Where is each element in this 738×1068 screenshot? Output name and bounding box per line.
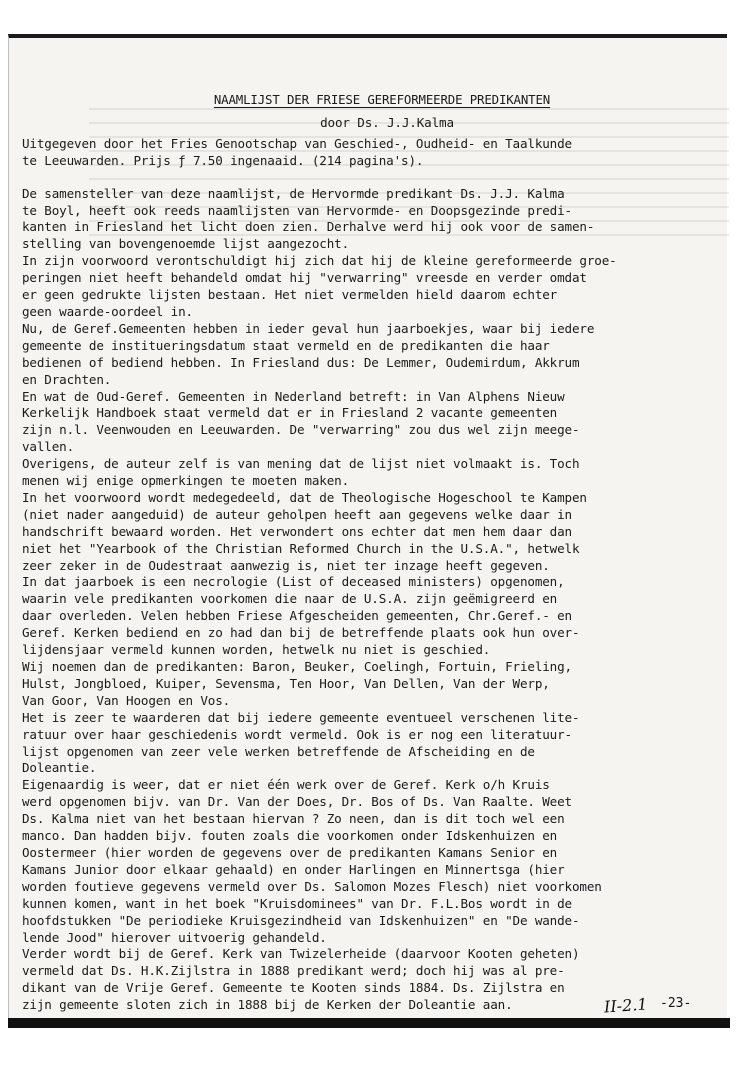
document-title-text: NAAMLIJST DER FRIESE GEREFORMEERDE PREDIKANTEN <box>213 92 551 107</box>
document-body <box>22 92 722 1014</box>
text-line: zeer zeker in de Oudestraat aanwezig is, niet ter inzage heeft gegeven. <box>22 557 550 573</box>
text-line: te Boyl, heeft ook reeds naamlijsten van Hervormde- en Doopsgezinde predi- <box>22 202 572 218</box>
text-line: In dat jaarboek is een necrologie (List of deceased ministers) opgenomen, <box>22 574 565 590</box>
text-line: daar overleden. Velen hebben Friese Afgescheiden gemeenten, Chr.Geref.- en <box>22 608 572 624</box>
text-line: gemeente de institueringsdatum staat vermeld en de predikanten die haar <box>22 337 550 353</box>
text-line: Verder wordt bij de Geref. Kerk van Twizelerheide (daarvoor Kooten geheten) <box>22 946 580 962</box>
text-line: Het is zeer te waarderen dat bij iedere gemeente eventueel verschenen lite- <box>22 709 580 725</box>
text-line: Eigenaardig is weer, dat er niet één werk over de Geref. Kerk o/h Kruis <box>22 777 550 793</box>
text-line: Doleantie. <box>22 760 97 776</box>
text-line: Uitgegeven door het Fries Genootschap van Geschied-, Oudheid- en Taalkunde <box>22 135 572 151</box>
text-line: zijn gemeente sloten zich in 1888 bij de Kerken der Doleantie aan. <box>22 997 513 1013</box>
text-line: dikant van de Vrije Geref. Gemeente te Kooten sinds 1884. Ds. Zijlstra en <box>22 980 565 996</box>
text-line: Ds. Kalma niet van het bestaan hiervan ? Zo neen, dan is dit toch wel een <box>22 811 565 827</box>
text-line: (niet nader aangeduid) de auteur geholpen heeft aan gegevens welke daar in <box>22 506 572 522</box>
text-line: bedienen of bediend hebben. In Friesland dus: De Lemmer, Oudemirdum, Akkrum <box>22 354 580 370</box>
text-line: Oostermeer (hier worden de gegevens over de predikanten Kamans Senior en <box>22 844 558 860</box>
text-line: Overigens, de auteur zelf is van mening dat de lijst niet volmaakt is. Toch <box>22 456 580 472</box>
scan-edge-bar <box>8 1018 730 1028</box>
text-line: worden foutieve gegevens vermeld over Ds. Salomon Mozes Flesch) niet voorkomen <box>22 878 602 894</box>
text-line: stelling van bovengenoemde lijst aangezocht. <box>22 236 350 252</box>
text-line: vallen. <box>22 439 75 455</box>
text-line: manco. Dan hadden bijv. fouten zoals die voorkomen onder Idskenhuizen en <box>22 828 558 844</box>
text-lines <box>22 136 722 1014</box>
handwritten-annotation: II-2.1 <box>603 994 649 1017</box>
text-line: en Drachten. <box>22 371 112 387</box>
text-line: zijn n.l. Veenwouden en Leeuwarden. De "verwarring" zou dus wel zijn meege- <box>22 422 580 438</box>
text-line: handschrift bewaard worden. Het verwondert ons echter dat men hem daar dan <box>22 523 572 539</box>
text-line: niet het "Yearbook of the Christian Reformed Church in the U.S.A.", hetwelk <box>22 540 580 556</box>
text-line: lende Jood" hierover uitvoerig gehandeld. <box>22 929 327 945</box>
text-line: geen waarde-oordeel in. <box>22 303 193 319</box>
text-line: In zijn voorwoord verontschuldigt hij zich dat hij de kleine gereformeerde groe- <box>22 253 617 269</box>
text-line: hoofdstukken "De periodieke Kruisgezindheid van Idskenhuizen" en "De wande- <box>22 912 580 928</box>
text-line: waarin vele predikanten voorkomen die naar de U.S.A. zijn geëmigreerd en <box>22 591 558 607</box>
text-line: En wat de Oud-Geref. Gemeenten in Nederland betreft: in Van Alphens Nieuw <box>22 388 565 404</box>
text-line: kanten in Friesland het licht doen zien. Derhalve werd hij ook voor de samen- <box>22 219 595 235</box>
text-line: peringen niet heeft behandeld omdat hij "verwarring" vreesde en verder omdat <box>22 270 587 286</box>
text-line: Kerkelijk Handboek staat vermeld dat er in Friesland 2 vacante gemeenten <box>22 405 558 421</box>
text-line: In het voorwoord wordt medegedeeld, dat de Theologische Hogeschool te Kampen <box>22 489 587 505</box>
text-line: lijst opgenomen van zeer vele werken betreffende de Afscheiding en de <box>22 743 535 759</box>
text-line: Kamans Junior door elkaar gehaald) en onder Harlingen en Minnertsga (hier <box>22 861 565 877</box>
text-line: Geref. Kerken bediend en zo had dan bij de betreffende plaats ook hun over- <box>22 625 580 641</box>
text-line: Wij noemen dan de predikanten: Baron, Beuker, Coelingh, Fortuin, Frieling, <box>22 659 572 674</box>
text-line: lijdensjaar vermeld kunnen worden, hetwelk nu niet is geschied. <box>22 642 491 658</box>
text-line: kunnen komen, want in het boek "Kruisdominees" van Dr. F.L.Bos wordt in de <box>22 895 572 911</box>
text-line: ratuur over haar geschiedenis wordt vermeld. Ook is er nog een literatuur- <box>22 726 572 742</box>
text-line: De samensteller van deze naamlijst, de Hervormde predikant Ds. J.J. Kalma <box>22 185 565 201</box>
document-author: door Ds. J.J.Kalma <box>320 114 454 130</box>
text-line: te Leeuwarden. Prijs ƒ 7.50 ingenaaid. (214 pagina's). <box>22 152 424 168</box>
text-line: werd opgenomen bijv. van Dr. Van der Does, Dr. Bos of Ds. Van Raalte. Weet <box>22 794 572 810</box>
text-line: Nu, de Geref.Gemeenten hebben in ieder geval hun jaarboekjes, waar bij iedere <box>22 320 595 336</box>
document-title <box>22 92 722 109</box>
text-line: Van Goor, Van Hoogen en Vos. <box>22 692 231 708</box>
page-number: -23- <box>660 996 692 1011</box>
text-line: er geen gedrukte lijsten bestaan. Het niet vermelden hield daarom echter <box>22 287 558 303</box>
text-line: Hulst, Jongbloed, Kuiper, Sevensma, Ten Hoor, Van Dellen, Van der Werp, <box>22 675 550 691</box>
text-line: menen wij enige opmerkingen te moeten maken. <box>22 473 350 489</box>
text-line: vermeld dat Ds. H.K.Zijlstra in 1888 predikant werd; doch hij was al pre- <box>22 963 565 979</box>
blank-line <box>22 170 722 186</box>
